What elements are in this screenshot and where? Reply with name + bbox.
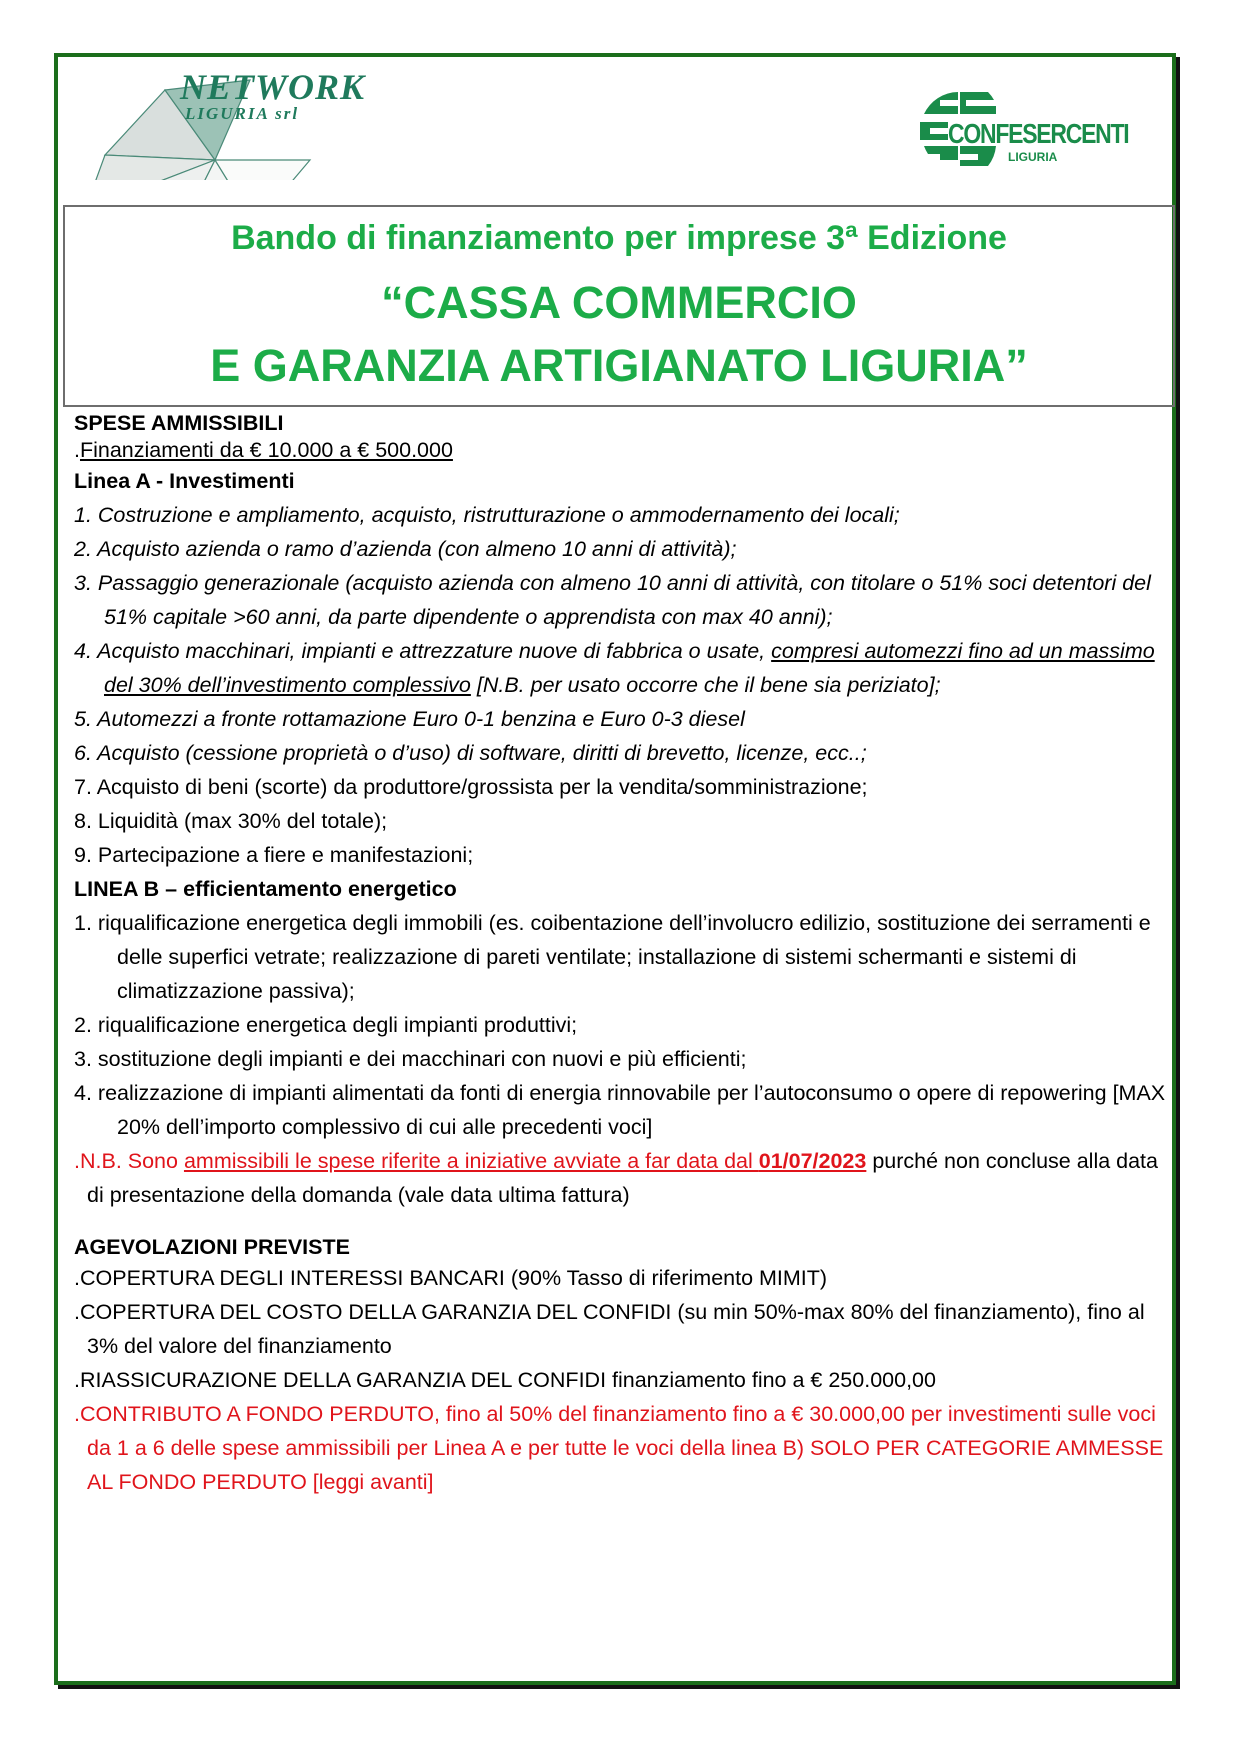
network-logo-title: NETWORK <box>180 67 366 107</box>
linea-a-item: 5. Automezzi a fronte rottamazione Euro 0-1 benzina e Euro 0-3 diesel <box>74 707 745 731</box>
linea-b-item: 3. sostituzione degli impianti e dei macchinari con nuovi e più efficienti; <box>74 1047 747 1071</box>
logo-e-mid <box>920 122 948 140</box>
logo-triangle <box>215 160 310 180</box>
section-heading-spese: SPESE AMMISSIBILI <box>74 411 284 435</box>
agevolazione-item: .COPERTURA DEGLI INTERESSI BANCARI (90% Tasso di riferimento MIMIT) <box>74 1266 828 1290</box>
linea-a-item: 8. Liquidità (max 30% del totale); <box>74 809 388 833</box>
note-after: purché non concluse alla data di presentazione della domanda (vale data ultima fattura) <box>87 1149 1158 1207</box>
note-date: 01/07/2023 <box>758 1149 867 1173</box>
agevolazione-item: .RIASSICURAZIONE DELLA GARANZIA DEL CONFIDI finanziamento fino a € 250.000,00 <box>74 1368 936 1392</box>
item4-underlined: compresi automezzi fino ad un massimo del 30% dell’investimento complessivo <box>104 639 1155 697</box>
linea-a-item: 3. Passaggio generazionale (acquisto azienda con almeno 10 anni di attività, con titolare o 51% soci detentori del 51% capitale >60 anni, da parte dipendente o apprendista con max 40 anni); <box>74 571 1151 629</box>
document-body <box>74 410 1174 1499</box>
section-heading-linea-a: Linea A - Investimenti <box>74 469 295 493</box>
linea-b-item: 1. riqualificazione energetica degli immobili (es. coibentazione dell’involucro edilizio, sostituzione dei serramenti e delle superfici vetrate; realizzazione di pareti ventilate; installazione di sistemi schermanti e sistemi di climatizzazione passiva); <box>74 911 1151 1003</box>
agevolazione-item: .COPERTURA DEL COSTO DELLA GARANZIA DEL CONFIDI (su min 50%-max 80% del finanziamento), fino al 3% del valore del finanziamento <box>74 1300 1145 1358</box>
item4-after: [N.B. per usato occorre che il bene sia periziato]; <box>470 673 941 697</box>
financing-range <box>74 437 1174 464</box>
item4-before: 4. Acquisto macchinari, impianti e attrezzature nuove di fabbrica o usate, <box>74 639 772 663</box>
title-line-1: Bando di finanziamento per imprese 3ª Edizione <box>231 219 1007 257</box>
confesercenti-logo-title: CONFESERCENTI <box>948 118 1129 149</box>
linea-a-item: 6. Acquisto (cessione proprietà o d’uso) di software, diritti di brevetto, licenze, ecc..; <box>74 741 867 765</box>
logo-e-top <box>924 92 958 114</box>
range-text: Finanziamenti da € 10.000 a € 500.000 <box>79 438 453 462</box>
note-underlined: ammissibili le spese riferite a iniziative avviate a far data dal <box>183 1149 759 1173</box>
linea-a-item: 2. Acquisto azienda o ramo d’azienda (con almeno 10 anni di attività); <box>74 537 737 561</box>
eligibility-note <box>74 1144 1174 1212</box>
linea-a-item: 7. Acquisto di beni (scorte) da produttore/grossista per la vendita/somministrazione; <box>74 775 868 799</box>
title-line-2: “CASSA COMMERCIO <box>381 277 857 328</box>
section-heading-linea-b: LINEA B – efficientamento energetico <box>74 877 457 901</box>
logo-e-top-right <box>960 92 996 114</box>
section-heading-agevolazioni: AGEVOLAZIONI PREVISTE <box>74 1235 350 1259</box>
linea-b-item: 4. realizzazione di impianti alimentati da fonti di energia rinnovabile per l’autoconsumo o opere di repowering [MAX 20% dell’importo complessivo di cui alle precedenti voci] <box>74 1081 1166 1139</box>
network-logo-subtitle: LIGURIA srl <box>185 104 300 123</box>
linea-a-item: 1. Costruzione e ampliamento, acquisto, ristrutturazione o ammodernamento dei locali; <box>74 503 900 527</box>
confesercenti-logo-subtitle: LIGURIA <box>1008 150 1058 164</box>
linea-a-item: 9. Partecipazione a fiere e manifestazioni; <box>74 843 474 867</box>
title-box <box>63 205 1175 407</box>
range-prefix: . <box>74 438 80 462</box>
title-line-3: E GARANZIA ARTIGIANATO LIGURIA” <box>210 340 1028 391</box>
note-prefix: .N.B. Sono <box>74 1149 184 1173</box>
contributo-fondo-perduto: .CONTRIBUTO A FONDO PERDUTO, fino al 50% del finanziamento fino a € 30.000,00 per investimenti sulle voci da 1 a 6 delle spese ammissibili per Linea A e per tutte le voci della linea B) SOLO PER CATEGORIE AMMESSE AL FONDO PERDUTO [leggi avanti] <box>74 1402 1164 1494</box>
linea-a-item-4 <box>74 634 1174 702</box>
linea-b-item: 2. riqualificazione energetica degli impianti produttivi; <box>74 1013 578 1037</box>
